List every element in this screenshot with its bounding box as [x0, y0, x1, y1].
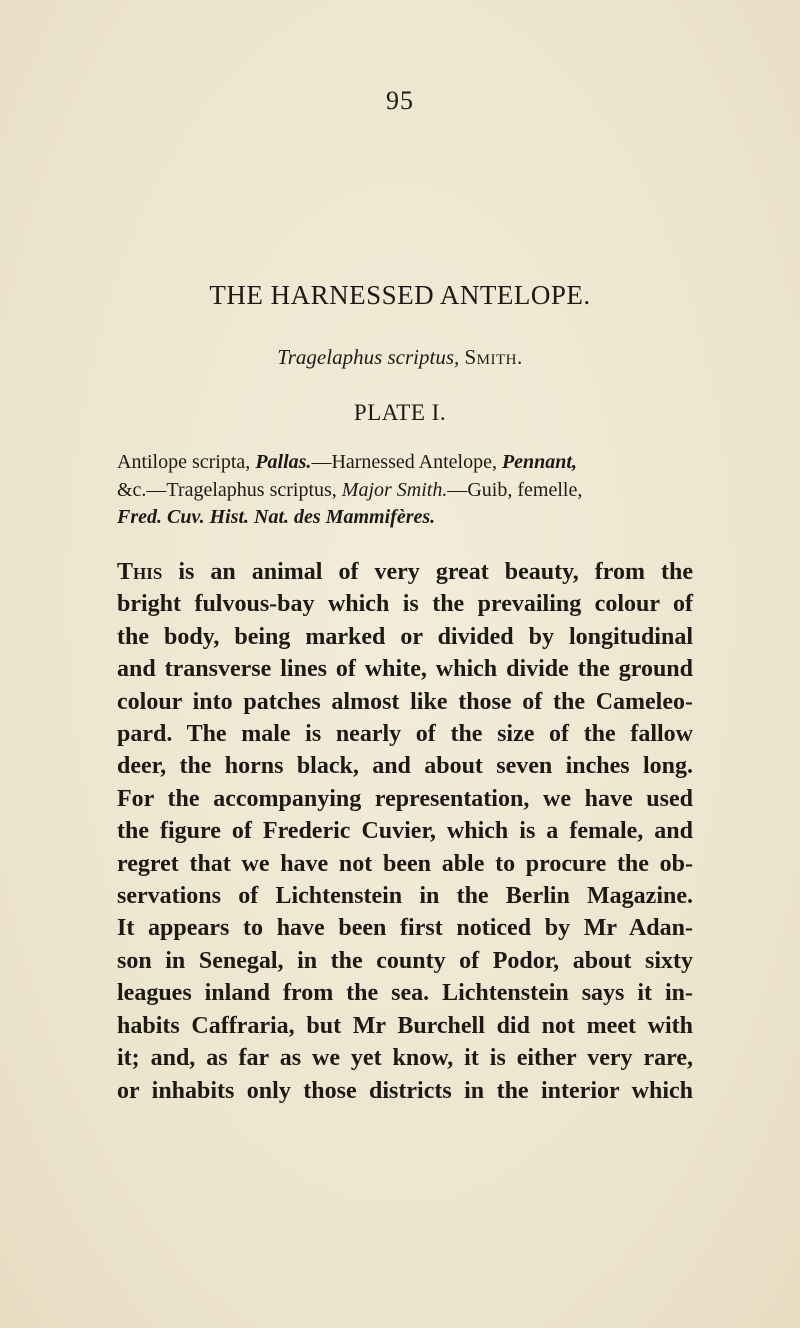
- text-line: It appears to have been first noticed by Mr Adan-: [117, 915, 693, 942]
- synonymy-line: [117, 449, 687, 477]
- synonym-author: Pallas.: [255, 451, 312, 473]
- text-line: regret that we have not been able to procure the ob-: [117, 850, 693, 877]
- synonymy-line: Fred. Cuv. Hist. Nat. des Mammifères.: [117, 506, 436, 528]
- text-line: leagues inland from the sea. Lichtenstein says it in-: [117, 980, 693, 1007]
- text-line: servations of Lichtenstein in the Berlin Magazine.: [117, 883, 693, 910]
- text-line: son in Senegal, in the county of Podor, about sixty: [117, 947, 693, 974]
- text-line: pard. The male is nearly of the size of the fallow: [117, 721, 693, 748]
- author-name: Smith.: [464, 345, 523, 369]
- body-paragraph: [117, 556, 693, 1107]
- synonymy-line: [117, 477, 687, 505]
- page-number: 95: [386, 86, 414, 115]
- text-line: colour into patches almost like those of the Cameleo-: [117, 688, 693, 715]
- text-line: and transverse lines of white, which divide the ground: [117, 656, 693, 683]
- text-line: it; and, as far as we yet know, it is either very rare,: [117, 1045, 693, 1072]
- text-line: For the accompanying representation, we have used: [117, 785, 693, 812]
- synonym-author: Major Smith.: [341, 478, 448, 501]
- synonymy-block: [117, 449, 687, 532]
- text-line: deer, the horns black, and about seven inches long.: [117, 753, 693, 780]
- plate-label: PLATE I.: [353, 400, 447, 425]
- synonym-author: Pennant,: [501, 451, 577, 473]
- text-line: the body, being marked or divided by longitudinal: [117, 623, 693, 650]
- text-line: habits Caffraria, but Mr Burchell did not meet with: [117, 1012, 693, 1039]
- subtitle: [0, 345, 800, 370]
- synonym-text: &c.—Tragelaphus scriptus,: [117, 478, 342, 501]
- synonym-text: Antilope scripta,: [117, 451, 256, 473]
- scientific-name: Tragelaphus scriptus,: [277, 345, 460, 369]
- synonym-text: —Harnessed Antelope,: [311, 451, 502, 473]
- drop-word: This: [117, 559, 163, 585]
- text-line-content: is an animal of very great beauty, from the: [162, 559, 693, 585]
- text-line: the figure of Frederic Cuvier, which is a female, and: [117, 818, 693, 845]
- text-line: or inhabits only those districts in the interior which: [117, 1077, 693, 1104]
- page-title: THE HARNESSED ANTELOPE.: [209, 280, 591, 310]
- text-line: bright fulvous-bay which is the prevailing colour of: [117, 591, 693, 618]
- synonym-text: —Guib, femelle,: [447, 478, 583, 501]
- text-line: [117, 556, 693, 588]
